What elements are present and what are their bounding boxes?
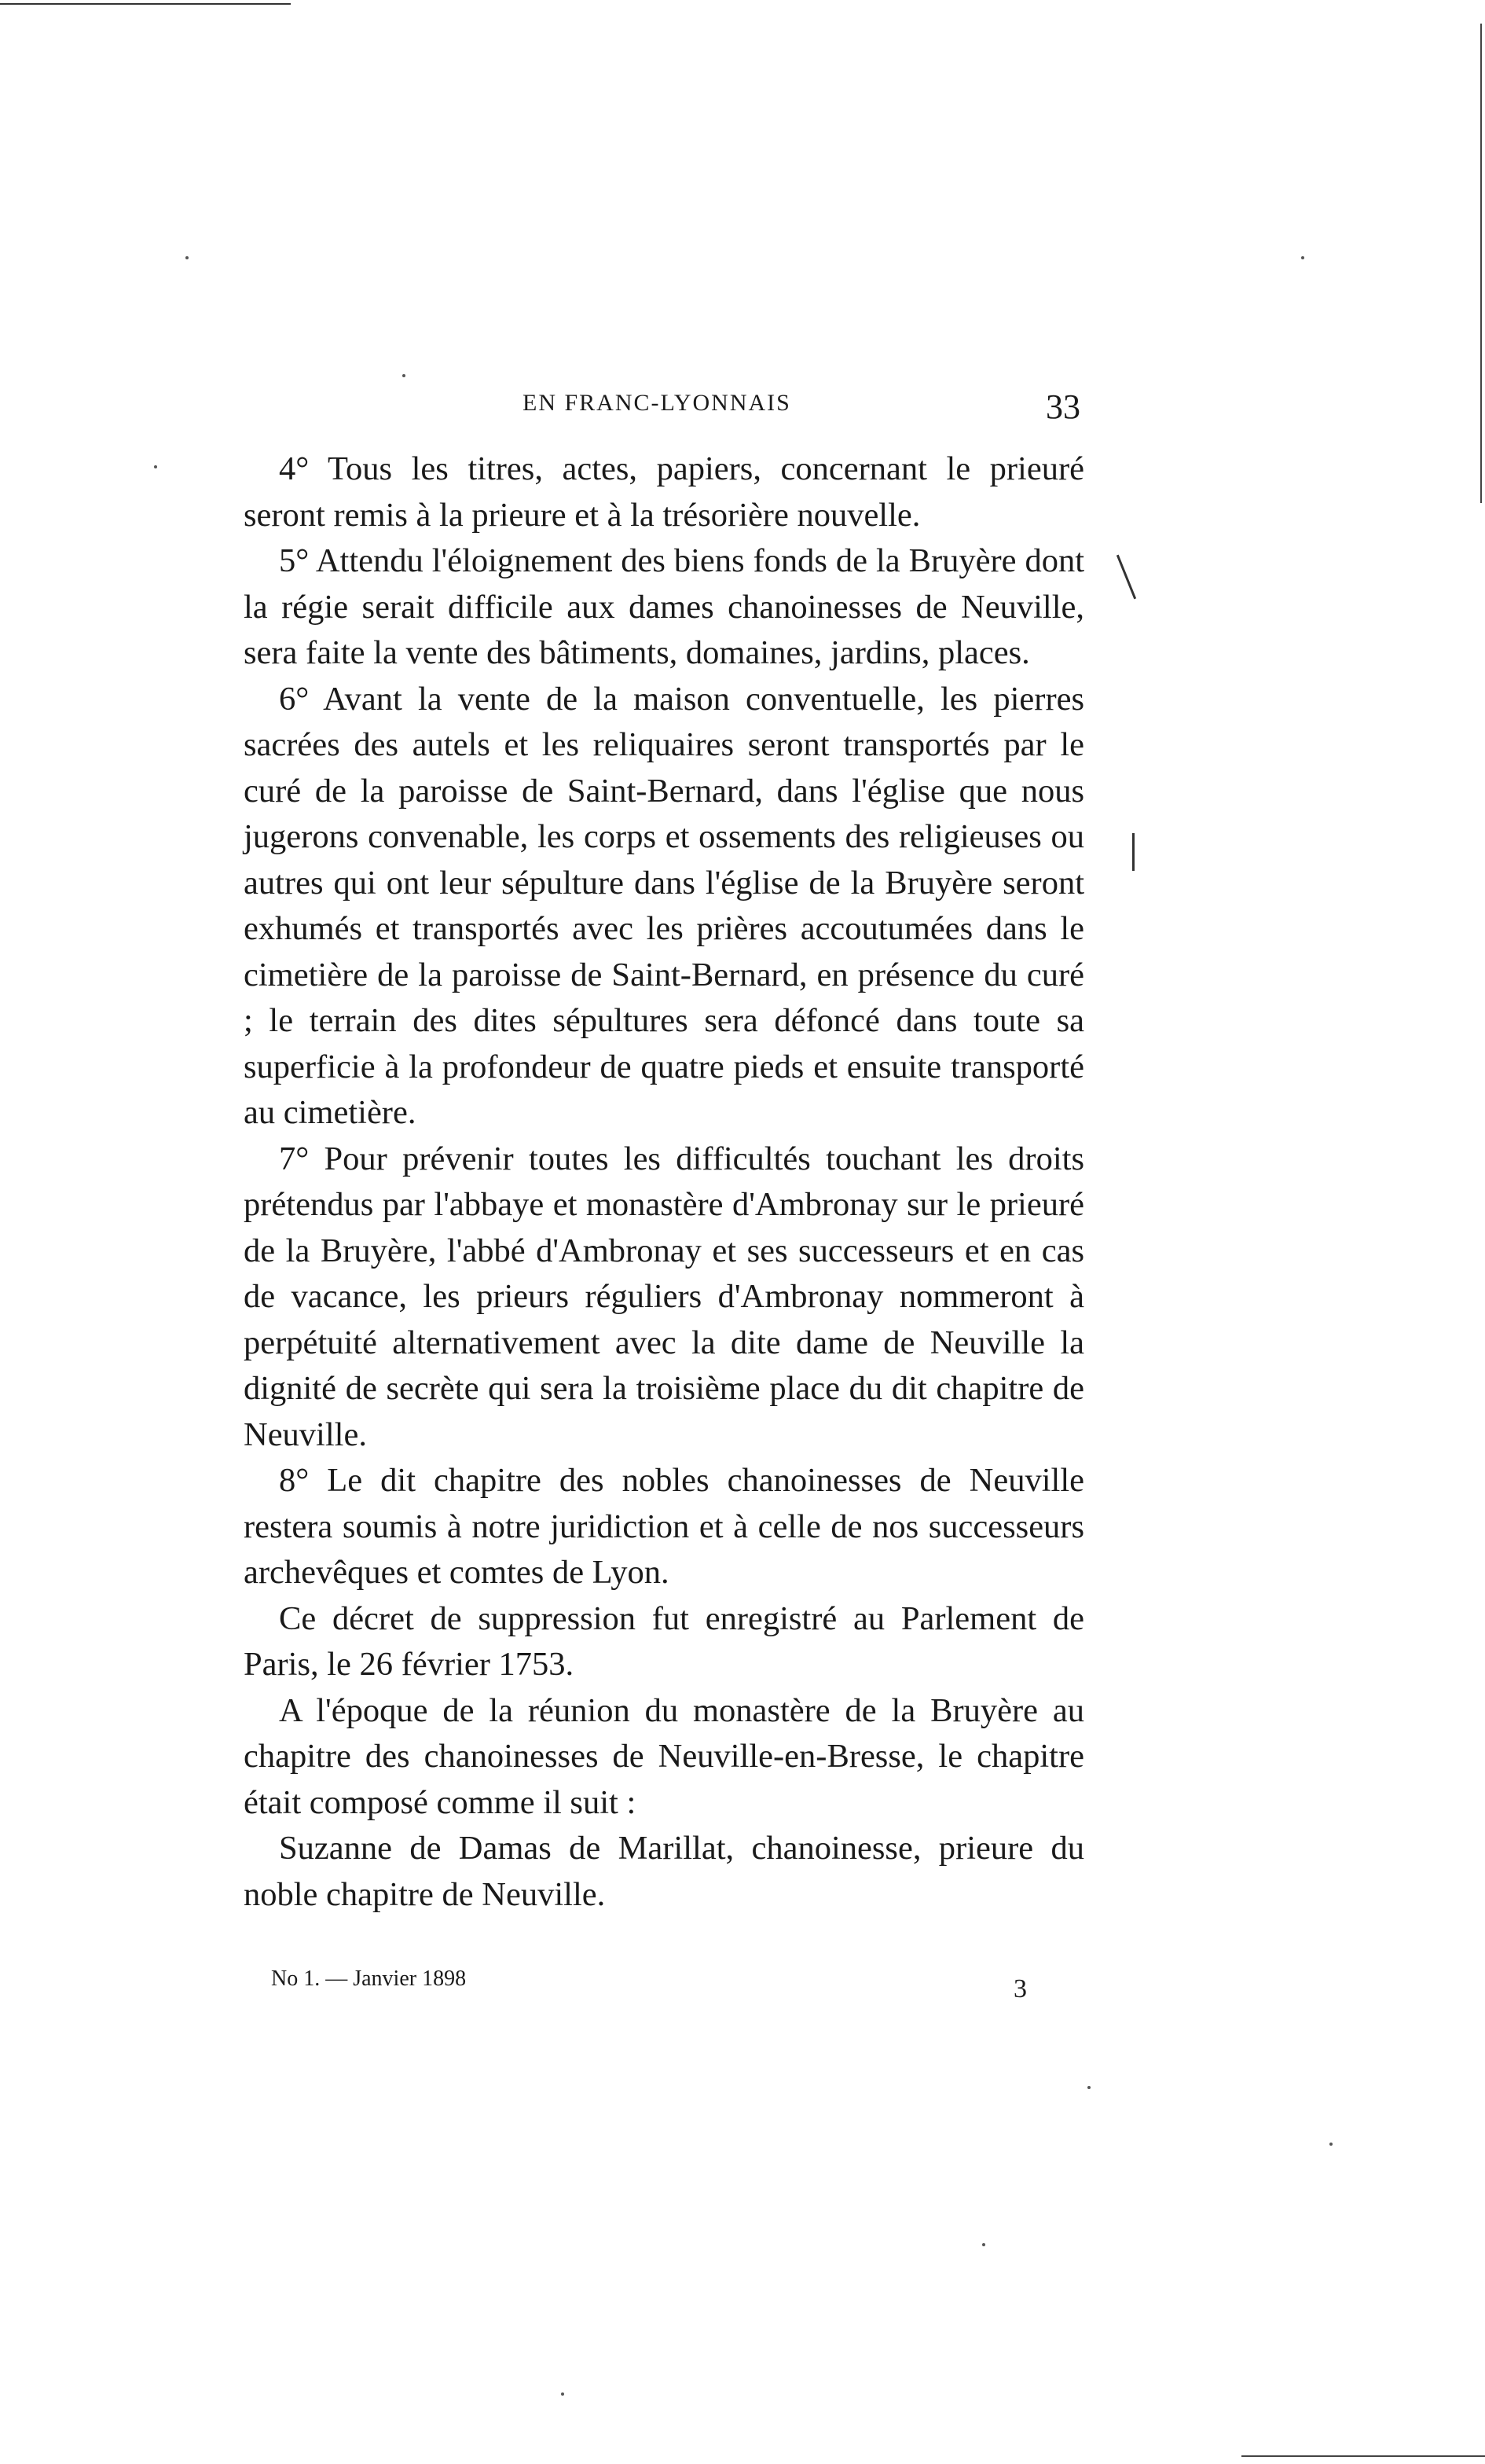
margin-mark: [1116, 555, 1136, 600]
paragraph-article-5: 5° Attendu l'éloignement des biens fonds de la Bruyère dont la régie serait difficile aux dames chanoinesses de Neuville, sera faite la vente des bâtiments, domaines, jardins, places.: [244, 542, 1084, 671]
scan-edge-line-right: [1480, 24, 1482, 503]
scan-speck: [402, 374, 405, 377]
running-header: [248, 387, 1080, 434]
scan-speck: [982, 2243, 985, 2246]
margin-mark: [1132, 833, 1135, 871]
scan-speck: [1087, 2086, 1091, 2089]
scan-speck: [561, 2392, 564, 2396]
paragraph-article-7: 7° Pour prévenir toutes les difficultés touchant les droits prétendus par l'abbaye et monastère d'Ambronay sur le prieuré de la Bruyère, l'abbé d'Ambronay et ses successeurs et en cas de vacance, les prieurs réguliers d'Ambronay nommeront à perpétuité alternativement avec la dite dame de Neuville la dignité de secrète qui sera la troisième place du dit chapitre de Neuville.: [244, 1140, 1084, 1453]
scan-speck: [1301, 256, 1304, 259]
paragraph-article-4: 4° Tous les titres, actes, papiers, concernant le prieuré seront remis à la prieure et à la trésorière nouvelle.: [244, 450, 1084, 534]
page-number: 33: [1046, 387, 1080, 426]
scan-edge-line-top: [0, 3, 291, 5]
running-title: EN FRANC-LYONNAIS: [522, 390, 791, 416]
paragraph-chapter-composition: A l'époque de la réunion du monastère de la Bruyère au chapitre des chanoinesses de Neuville-en-Bresse, le chapitre était composé comme il suit :: [244, 1691, 1084, 1821]
scan-speck: [154, 465, 157, 468]
body-text: [244, 446, 1084, 1918]
paragraph-registration: Ce décret de suppression fut enregistré au Parlement de Paris, le 26 février 1753.: [244, 1599, 1084, 1683]
paragraph-article-8: 8° Le dit chapitre des nobles chanoinesses de Neuville restera soumis à notre juridiction et à celle de nos successeurs archevêques et comtes de Lyon.: [244, 1462, 1084, 1591]
scan-speck: [1329, 2143, 1333, 2146]
issue-signature: No 1. — Janvier 1898: [271, 1966, 467, 1991]
paragraph-member-list: Suzanne de Damas de Marillat, chanoinesse, prieure du noble chapitre de Neuville.: [244, 1830, 1084, 1913]
scan-speck: [185, 256, 189, 259]
paragraph-article-6: 6° Avant la vente de la maison conventuelle, les pierres sacrées des autels et les reliquaires seront transportés par le curé de la paroisse de Saint-Bernard, dans l'église que nous jugerons convenable, les corps et ossements des religieuses ou autres qui ont leur sépulture dans l'église de la Bruyère seront exhumés et transportés avec les prières accoutumées dans le cimetière de la paroisse de Saint-Bernard, en présence du curé ; le terrain des dites sépultures sera défoncé dans toute sa superficie à la profondeur de quatre pieds et ensuite transporté au cimetière.: [244, 680, 1084, 1131]
scan-edge-line-bottom: [1241, 2455, 1485, 2457]
sheet-number: 3: [1014, 1974, 1027, 2003]
